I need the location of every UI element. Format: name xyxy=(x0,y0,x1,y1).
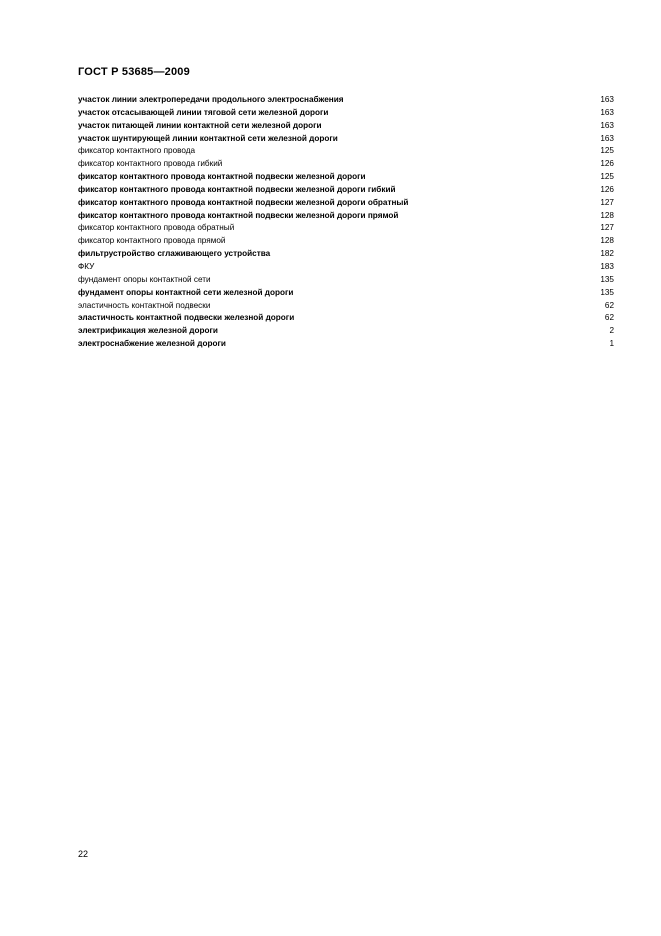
index-term: фиксатор контактного провода гибкий xyxy=(78,159,223,169)
index-term: эластичность контактной подвески железной дороги xyxy=(78,313,295,323)
index-term: электрификация железной дороги xyxy=(78,326,218,336)
index-term: ФКУ xyxy=(78,261,95,271)
index-page-ref: 163 xyxy=(600,95,614,104)
index-entry xyxy=(78,287,614,300)
index-page-ref: 135 xyxy=(600,274,614,284)
index-list xyxy=(78,94,614,351)
index-entry xyxy=(78,248,614,261)
index-term: участок отсасывающей линии тяговой сети железной дороги xyxy=(78,107,329,117)
index-term: участок шунтирующей линии контактной сети железной дороги xyxy=(78,133,338,143)
index-entry xyxy=(78,197,614,210)
index-term: фиксатор контактного провода обратный xyxy=(78,223,235,233)
index-entry xyxy=(78,261,614,274)
index-entry xyxy=(78,171,614,184)
index-page-ref: 163 xyxy=(600,133,614,143)
index-entry xyxy=(78,120,614,133)
index-entry xyxy=(78,133,614,146)
index-entry xyxy=(78,94,614,107)
index-entry xyxy=(78,338,614,351)
index-term: фиксатор контактного провода прямой xyxy=(78,236,226,246)
index-entry xyxy=(78,145,614,158)
index-term: участок линии электропередачи продольного электроснабжения xyxy=(78,95,344,104)
index-entry xyxy=(78,158,614,171)
index-page-ref: 163 xyxy=(600,107,614,117)
index-page-ref: 128 xyxy=(600,210,614,220)
index-entry xyxy=(78,300,614,313)
index-page-ref: 135 xyxy=(600,287,614,297)
index-page-ref: 163 xyxy=(600,120,614,130)
index-term: фиксатор контактного провода контактной подвески железной дороги xyxy=(78,172,366,182)
index-term: эластичность контактной подвески xyxy=(78,300,211,310)
index-page-ref: 2 xyxy=(609,326,614,336)
index-term: фиксатор контактного провода xyxy=(78,146,196,156)
index-page-ref: 125 xyxy=(600,146,614,156)
index-entry xyxy=(78,107,614,120)
index-page-ref: 125 xyxy=(600,172,614,182)
index-term: фундамент опоры контактной сети железной дороги xyxy=(78,287,294,297)
document-header-title: ГОСТ Р 53685—2009 xyxy=(78,66,190,78)
index-term: участок питающей линии контактной сети железной дороги xyxy=(78,120,322,130)
index-term: фиксатор контактного провода контактной подвески железной дороги гибкий xyxy=(78,184,396,194)
index-entry xyxy=(78,222,614,235)
index-entry xyxy=(78,210,614,223)
index-entry xyxy=(78,274,614,287)
index-term: фундамент опоры контактной сети xyxy=(78,274,211,284)
index-page-ref: 1 xyxy=(609,339,614,349)
index-entry xyxy=(78,325,614,338)
page-number: 22 xyxy=(78,849,89,859)
index-page-ref: 183 xyxy=(600,261,614,271)
index-term: фиксатор контактного провода контактной подвески железной дороги обратный xyxy=(78,197,409,207)
index-page-ref: 126 xyxy=(600,159,614,169)
index-page-ref: 62 xyxy=(604,300,614,310)
index-entry xyxy=(78,235,614,248)
index-entry xyxy=(78,312,614,325)
index-page-ref: 62 xyxy=(604,313,614,323)
index-term: электроснабжение железной дороги xyxy=(78,339,226,349)
index-term: фиксатор контактного провода контактной подвески железной дороги прямой xyxy=(78,210,399,220)
index-entry xyxy=(78,184,614,197)
index-page-ref: 127 xyxy=(600,223,614,233)
index-term: фильтрустройство сглаживающего устройства xyxy=(78,249,271,259)
index-page-ref: 128 xyxy=(600,236,614,246)
index-page-ref: 126 xyxy=(600,184,614,194)
index-page-ref: 127 xyxy=(600,197,614,207)
index-page-ref: 182 xyxy=(600,249,614,259)
